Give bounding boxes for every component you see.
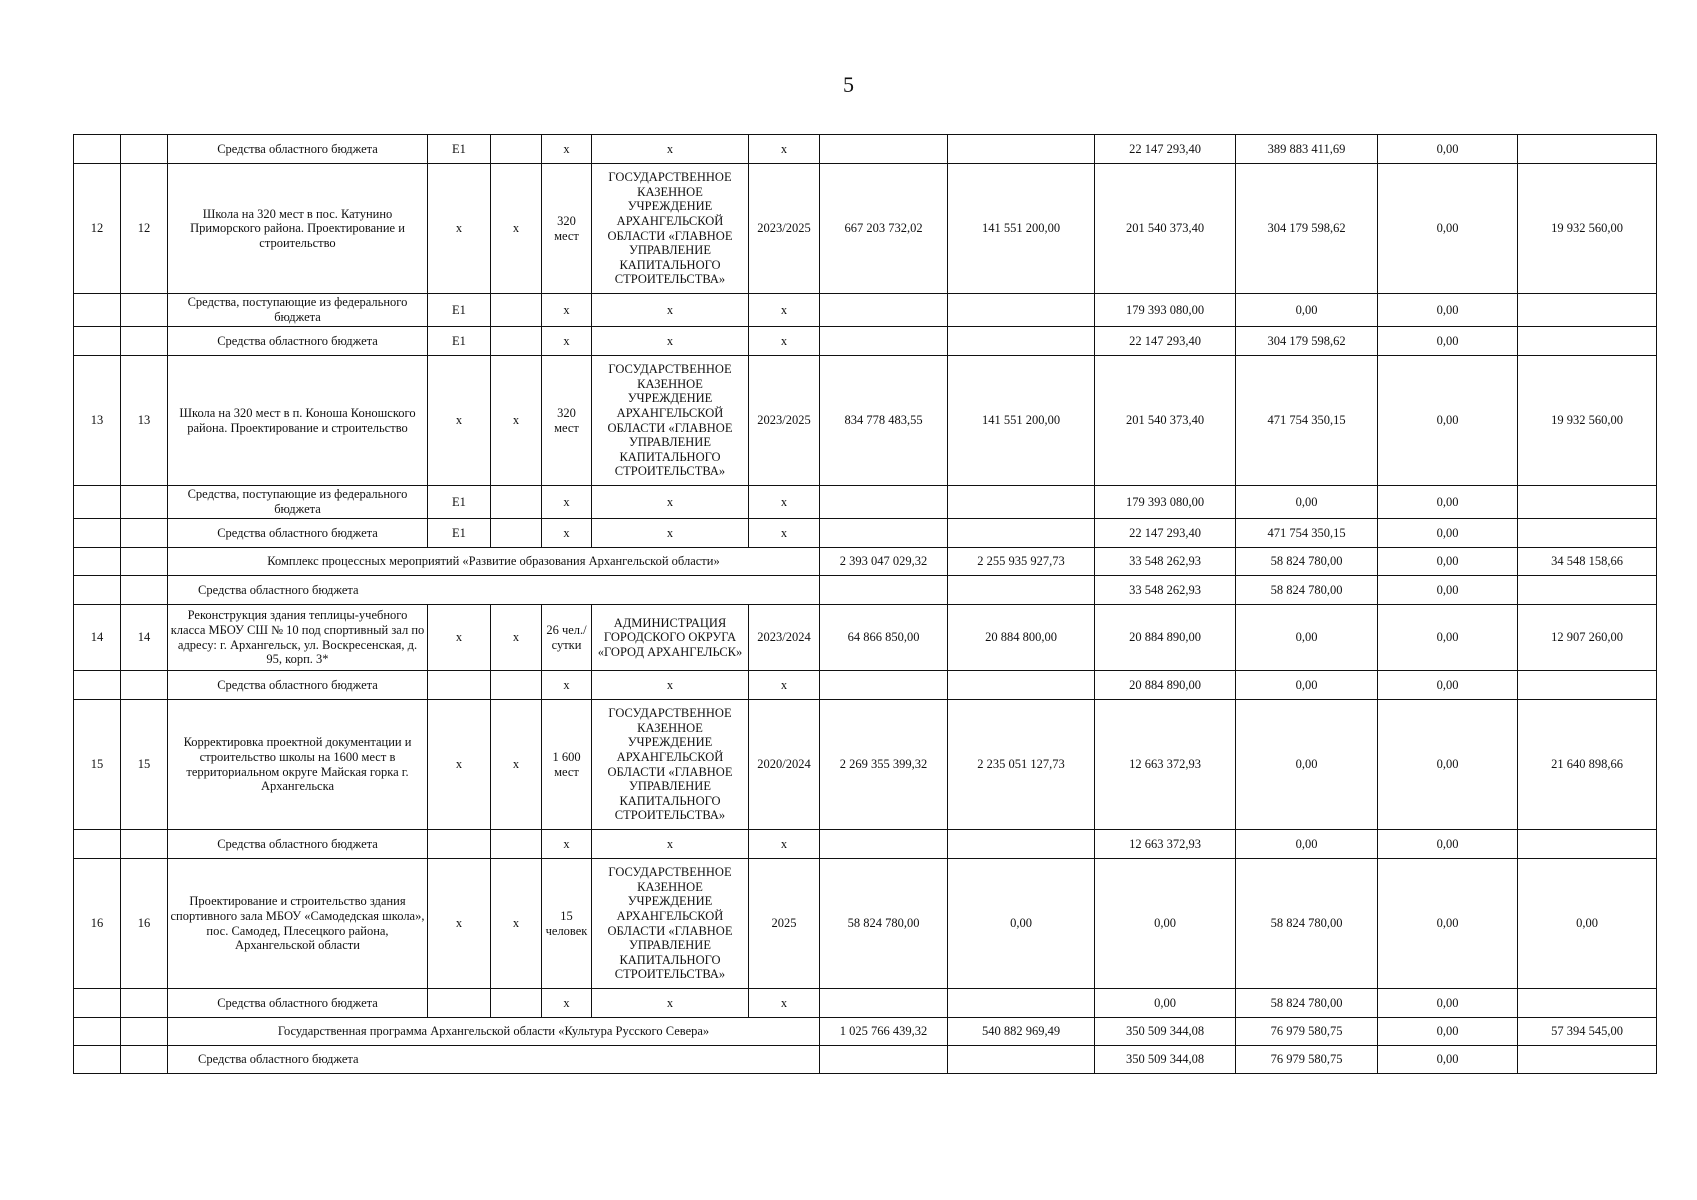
value-2026: 0,00 <box>1378 356 1518 486</box>
period: х <box>749 989 820 1018</box>
value-2025: 58 824 780,00 <box>1236 859 1378 989</box>
object-name: Школа на 320 мест в пос. Катунино Приморского района. Проектирование и строительство <box>168 164 428 294</box>
executor: х <box>592 135 749 164</box>
value-2024: 179 393 080,00 <box>1095 294 1236 327</box>
table-row <box>74 576 1657 605</box>
executor: х <box>592 671 749 700</box>
total-cost: 2 269 355 399,32 <box>820 700 948 830</box>
period: х <box>749 671 820 700</box>
kbk-code: х <box>428 605 491 671</box>
value-2024: 0,00 <box>1095 859 1236 989</box>
total-cost: 834 778 483,55 <box>820 356 948 486</box>
value-2024: 201 540 373,40 <box>1095 164 1236 294</box>
table-row <box>74 989 1657 1018</box>
value-2026: 0,00 <box>1378 519 1518 548</box>
prev-financing: 141 551 200,00 <box>948 356 1095 486</box>
period: 2023/2025 <box>749 164 820 294</box>
value-2024: 22 147 293,40 <box>1095 519 1236 548</box>
period: 2020/2024 <box>749 700 820 830</box>
col-6: х <box>491 605 542 671</box>
value-2024: 350 509 344,08 <box>1095 1046 1236 1074</box>
row-number: 13 <box>74 356 121 486</box>
executor: х <box>592 294 749 327</box>
period: х <box>749 327 820 356</box>
value-2026: 0,00 <box>1378 989 1518 1018</box>
value-2026: 0,00 <box>1378 327 1518 356</box>
period: х <box>749 294 820 327</box>
executor: х <box>592 989 749 1018</box>
executor: ГОСУДАРСТВЕННОЕ КАЗЕННОЕ УЧРЕЖДЕНИЕ АРХАНГЕЛЬСКОЙ ОБЛАСТИ «ГЛАВНОЕ УПРАВЛЕНИЕ КАПИТАЛЬНОГО СТРОИТЕЛЬСТВА» <box>592 700 749 830</box>
value-2026: 0,00 <box>1378 700 1518 830</box>
value-2026: 0,00 <box>1378 548 1518 576</box>
capacity: 1 600 мест <box>542 700 592 830</box>
value-last: 34 548 158,66 <box>1518 548 1657 576</box>
value-2024: 22 147 293,40 <box>1095 327 1236 356</box>
capacity: 320 мест <box>542 356 592 486</box>
row-name: Средства, поступающие из федерального бюджета <box>168 486 428 519</box>
kbk-code: х <box>428 356 491 486</box>
capacity: х <box>542 989 592 1018</box>
executor: х <box>592 519 749 548</box>
value-2025: 0,00 <box>1236 830 1378 859</box>
row-number-2: 14 <box>121 605 168 671</box>
value-2025: 58 824 780,00 <box>1236 989 1378 1018</box>
table-row <box>74 294 1657 327</box>
value-2026: 0,00 <box>1378 486 1518 519</box>
capacity: х <box>542 830 592 859</box>
col-6: х <box>491 164 542 294</box>
kbk-code: Е1 <box>428 486 491 519</box>
kbk-code: Е1 <box>428 294 491 327</box>
table-row <box>74 519 1657 548</box>
row-name: Средства областного бюджета <box>168 576 820 605</box>
object-name: Корректировка проектной документации и строительство школы на 1600 мест в территориальном округе Майская горка г. Архангельска <box>168 700 428 830</box>
kbk-code: Е1 <box>428 519 491 548</box>
row-number-2: 12 <box>121 164 168 294</box>
page-number: 5 <box>843 72 854 97</box>
executor: АДМИНИСТРАЦИЯ ГОРОДСКОГО ОКРУГА «ГОРОД АРХАНГЕЛЬСК» <box>592 605 749 671</box>
value-2026: 0,00 <box>1378 1046 1518 1074</box>
value-2026: 0,00 <box>1378 671 1518 700</box>
row-number-2: 15 <box>121 700 168 830</box>
value-2024: 179 393 080,00 <box>1095 486 1236 519</box>
object-name: Школа на 320 мест в п. Коноша Коношского района. Проектирование и строительство <box>168 356 428 486</box>
value-last: 12 907 260,00 <box>1518 605 1657 671</box>
kbk-code: х <box>428 859 491 989</box>
value-2025: 76 979 580,75 <box>1236 1018 1378 1046</box>
value-2026: 0,00 <box>1378 859 1518 989</box>
total-cost: 64 866 850,00 <box>820 605 948 671</box>
value-2026: 0,00 <box>1378 164 1518 294</box>
value-2024: 20 884 890,00 <box>1095 671 1236 700</box>
value-2026: 0,00 <box>1378 576 1518 605</box>
capacity: х <box>542 294 592 327</box>
value-2025: 58 824 780,00 <box>1236 576 1378 605</box>
table-row <box>74 327 1657 356</box>
row-name: Средства областного бюджета <box>168 671 428 700</box>
executor: х <box>592 486 749 519</box>
prev-financing: 540 882 969,49 <box>948 1018 1095 1046</box>
value-2024: 33 548 262,93 <box>1095 548 1236 576</box>
period: х <box>749 135 820 164</box>
executor: х <box>592 327 749 356</box>
period: х <box>749 519 820 548</box>
value-2026: 0,00 <box>1378 294 1518 327</box>
prev-financing: 141 551 200,00 <box>948 164 1095 294</box>
value-last: 0,00 <box>1518 859 1657 989</box>
row-name: Средства областного бюджета <box>168 830 428 859</box>
capacity: х <box>542 671 592 700</box>
table-row <box>74 830 1657 859</box>
capacity: 15 человек <box>542 859 592 989</box>
table-row <box>74 135 1657 164</box>
table-row <box>74 486 1657 519</box>
row-name: Средства областного бюджета <box>168 1046 820 1074</box>
table-row <box>74 1018 1657 1046</box>
kbk-code: х <box>428 164 491 294</box>
row-number: 15 <box>74 700 121 830</box>
value-2025: 471 754 350,15 <box>1236 356 1378 486</box>
prev-financing: 2 235 051 127,73 <box>948 700 1095 830</box>
value-2025: 0,00 <box>1236 671 1378 700</box>
row-number: 12 <box>74 164 121 294</box>
total-cost: 1 025 766 439,32 <box>820 1018 948 1046</box>
table-row <box>74 605 1657 671</box>
value-2025: 58 824 780,00 <box>1236 548 1378 576</box>
table-row <box>74 859 1657 989</box>
object-name: Реконструкция здания теплицы-учебного класса МБОУ СШ № 10 под спортивный зал по адресу: г. Архангельск, ул. Воскресенская, д. 95, корп. 3* <box>168 605 428 671</box>
value-last: 21 640 898,66 <box>1518 700 1657 830</box>
value-2025: 471 754 350,15 <box>1236 519 1378 548</box>
table-row <box>74 1046 1657 1074</box>
value-2024: 33 548 262,93 <box>1095 576 1236 605</box>
value-last: 57 394 545,00 <box>1518 1018 1657 1046</box>
table-row <box>74 700 1657 830</box>
prev-financing: 2 255 935 927,73 <box>948 548 1095 576</box>
value-2024: 12 663 372,93 <box>1095 830 1236 859</box>
kbk-code: х <box>428 700 491 830</box>
capacity: х <box>542 327 592 356</box>
prev-financing: 0,00 <box>948 859 1095 989</box>
value-2024: 20 884 890,00 <box>1095 605 1236 671</box>
capacity: 320 мест <box>542 164 592 294</box>
col-6: х <box>491 356 542 486</box>
capacity: 26 чел./сутки <box>542 605 592 671</box>
value-2024: 22 147 293,40 <box>1095 135 1236 164</box>
row-name: Средства областного бюджета <box>168 519 428 548</box>
row-name: Средства, поступающие из федерального бюджета <box>168 294 428 327</box>
row-number-2: 16 <box>121 859 168 989</box>
period: х <box>749 830 820 859</box>
value-2025: 0,00 <box>1236 700 1378 830</box>
capacity: х <box>542 486 592 519</box>
value-last: 19 932 560,00 <box>1518 164 1657 294</box>
period: х <box>749 486 820 519</box>
value-2024: 350 509 344,08 <box>1095 1018 1236 1046</box>
value-last: 19 932 560,00 <box>1518 356 1657 486</box>
value-2026: 0,00 <box>1378 135 1518 164</box>
kbk-code: Е1 <box>428 327 491 356</box>
row-number: 16 <box>74 859 121 989</box>
value-2026: 0,00 <box>1378 830 1518 859</box>
capacity: х <box>542 519 592 548</box>
investment-table <box>73 134 1657 1074</box>
row-name: Средства областного бюджета <box>168 327 428 356</box>
period: 2025 <box>749 859 820 989</box>
value-2025: 0,00 <box>1236 486 1378 519</box>
value-2025: 0,00 <box>1236 294 1378 327</box>
executor: ГОСУДАРСТВЕННОЕ КАЗЕННОЕ УЧРЕЖДЕНИЕ АРХАНГЕЛЬСКОЙ ОБЛАСТИ «ГЛАВНОЕ УПРАВЛЕНИЕ КАПИТАЛЬНОГО СТРОИТЕЛЬСТВА» <box>592 859 749 989</box>
table-row <box>74 671 1657 700</box>
period: 2023/2024 <box>749 605 820 671</box>
value-2025: 389 883 411,69 <box>1236 135 1378 164</box>
capacity: х <box>542 135 592 164</box>
value-2024: 0,00 <box>1095 989 1236 1018</box>
row-name: Средства областного бюджета <box>168 989 428 1018</box>
value-2024: 12 663 372,93 <box>1095 700 1236 830</box>
prev-financing: 20 884 800,00 <box>948 605 1095 671</box>
value-2025: 304 179 598,62 <box>1236 327 1378 356</box>
col-6: х <box>491 700 542 830</box>
executor: ГОСУДАРСТВЕННОЕ КАЗЕННОЕ УЧРЕЖДЕНИЕ АРХАНГЕЛЬСКОЙ ОБЛАСТИ «ГЛАВНОЕ УПРАВЛЕНИЕ КАПИТАЛЬНОГО СТРОИТЕЛЬСТВА» <box>592 164 749 294</box>
value-2025: 76 979 580,75 <box>1236 1046 1378 1074</box>
total-cost: 667 203 732,02 <box>820 164 948 294</box>
row-name: Средства областного бюджета <box>168 135 428 164</box>
row-number: 14 <box>74 605 121 671</box>
row-number-2: 13 <box>121 356 168 486</box>
table-row <box>74 356 1657 486</box>
table-row <box>74 548 1657 576</box>
total-cost: 2 393 047 029,32 <box>820 548 948 576</box>
kbk-code: Е1 <box>428 135 491 164</box>
period: 2023/2025 <box>749 356 820 486</box>
program-title: Государственная программа Архангельской области «Культура Русского Севера» <box>168 1018 820 1046</box>
value-2025: 0,00 <box>1236 605 1378 671</box>
total-cost: 58 824 780,00 <box>820 859 948 989</box>
value-2026: 0,00 <box>1378 605 1518 671</box>
col-6: х <box>491 859 542 989</box>
value-2026: 0,00 <box>1378 1018 1518 1046</box>
complex-title: Комплекс процессных мероприятий «Развитие образования Архангельской области» <box>168 548 820 576</box>
object-name: Проектирование и строительство здания спортивного зала МБОУ «Самодедская школа», пос. Самодед, Плесецкого района, Архангельской области <box>168 859 428 989</box>
value-2025: 304 179 598,62 <box>1236 164 1378 294</box>
executor: х <box>592 830 749 859</box>
table-row <box>74 164 1657 294</box>
value-2024: 201 540 373,40 <box>1095 356 1236 486</box>
executor: ГОСУДАРСТВЕННОЕ КАЗЕННОЕ УЧРЕЖДЕНИЕ АРХАНГЕЛЬСКОЙ ОБЛАСТИ «ГЛАВНОЕ УПРАВЛЕНИЕ КАПИТАЛЬНОГО СТРОИТЕЛЬСТВА» <box>592 356 749 486</box>
